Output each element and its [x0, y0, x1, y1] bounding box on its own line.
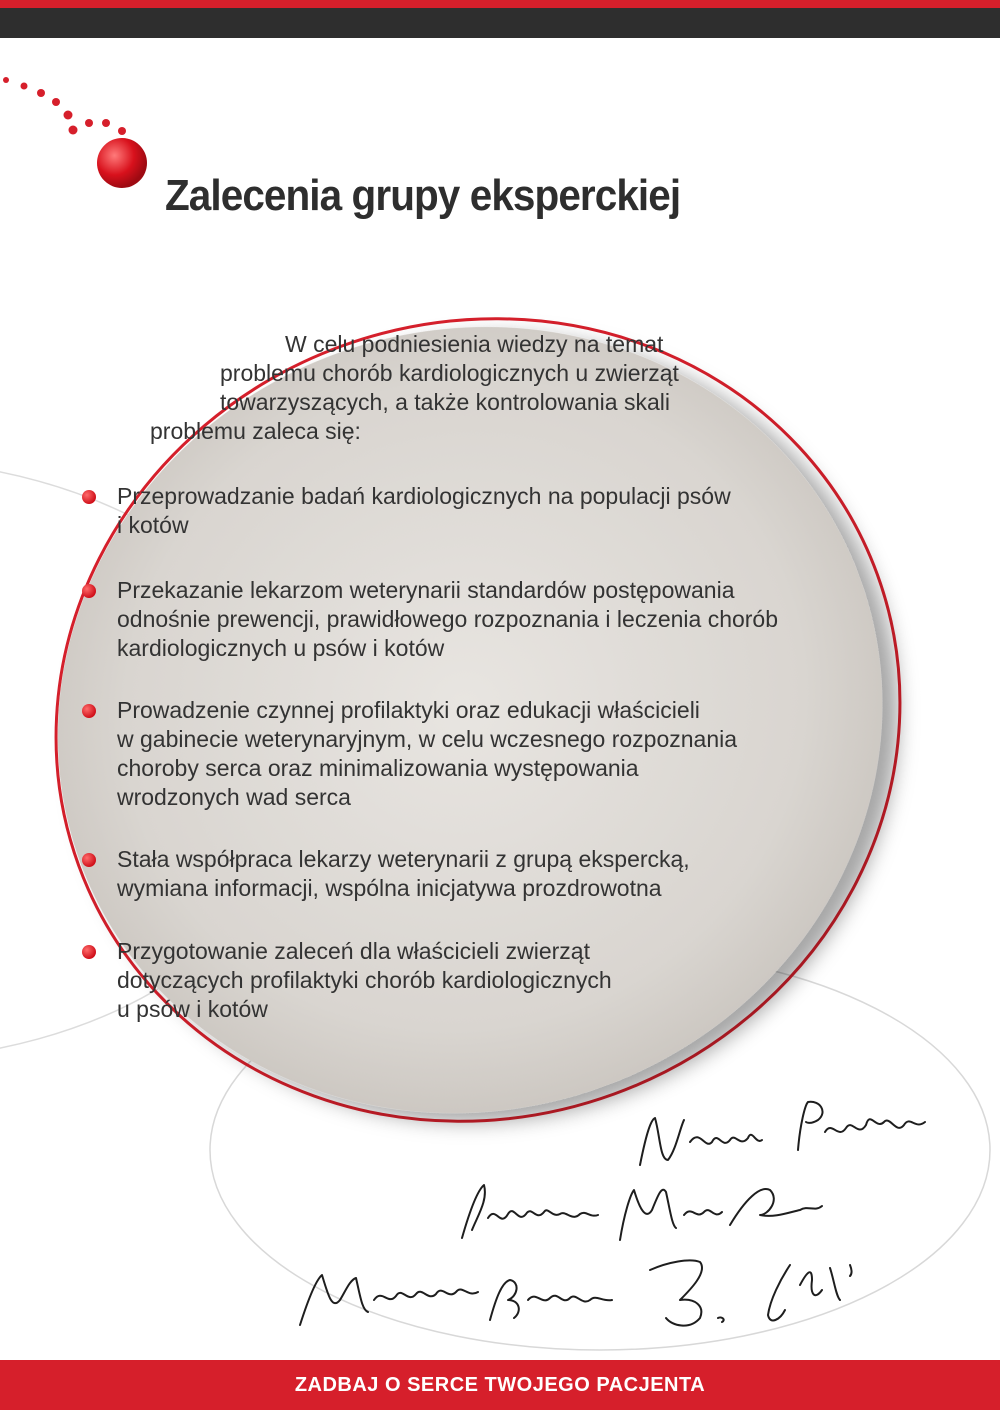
intro-line: W celu podniesienia wiedzy na temat	[285, 331, 664, 357]
dotted-arc-decoration	[3, 77, 126, 135]
list-item-line: dotyczących profilaktyki chorób kardiologicznych	[117, 967, 612, 993]
intro-line: problemu chorób kardiologicznych u zwierząt	[220, 360, 679, 386]
signature-2	[798, 1102, 925, 1150]
signature-6	[490, 1280, 612, 1320]
list-item-line: w gabinecie weterynaryjnym, w celu wczesnego rozpoznania	[117, 726, 738, 752]
list-item-line: Przekazanie lekarzom weterynarii standardów postępowania	[117, 577, 735, 603]
signature-1	[640, 1118, 762, 1165]
red-bullet-icon	[82, 853, 96, 867]
list-item-line: choroby serca oraz minimalizowania występowania	[117, 755, 639, 781]
list-item-line: odnośnie prewencji, prawidłowego rozpoznania i leczenia chorób	[117, 606, 779, 632]
signature-7	[650, 1260, 724, 1325]
list-item	[80, 576, 880, 663]
recommendations-list	[80, 482, 880, 1024]
list-item-line: i kotów	[117, 512, 189, 538]
list-item-line: wrodzonych wad serca	[117, 784, 351, 810]
intro-paragraph	[150, 330, 790, 446]
list-item-line: wymiana informacji, wspólna inicjatywa prozdrowotna	[117, 875, 662, 901]
list-item-line: Prowadzenie czynnej profilaktyki oraz edukacji właścicieli	[117, 697, 700, 723]
red-bullet-icon	[82, 945, 96, 959]
red-bullet-icon	[82, 584, 96, 598]
list-item-line: Przeprowadzanie badań kardiologicznych na populacji psów	[117, 483, 731, 509]
list-item-line: Stała współpraca lekarzy weterynarii z grupą ekspercką,	[117, 846, 690, 872]
footer-slogan: ZADBAJ O SERCE TWOJEGO PACJENTA	[294, 1373, 706, 1396]
list-item-line: Przygotowanie zaleceń dla właścicieli zwierząt	[117, 938, 590, 964]
list-item	[80, 482, 880, 540]
list-item	[80, 696, 880, 812]
intro-line: problemu zaleca się:	[150, 418, 361, 444]
signature-8	[768, 1265, 852, 1320]
title-bullet-ball	[97, 138, 147, 188]
page-title: Zalecenia grupy eksperckiej	[165, 171, 681, 221]
list-item	[80, 937, 880, 1024]
list-item	[80, 845, 880, 903]
list-item-line: kardiologicznych u psów i kotów	[117, 635, 445, 661]
signature-3	[462, 1185, 598, 1238]
intro-line: towarzyszących, a także kontrolowania skali	[220, 389, 670, 415]
list-item-line: u psów i kotów	[117, 996, 268, 1022]
signatures	[300, 1102, 925, 1326]
red-bullet-icon	[82, 490, 96, 504]
footer-bar	[0, 1360, 1000, 1410]
red-bullet-icon	[82, 704, 96, 718]
signature-4	[620, 1189, 822, 1240]
